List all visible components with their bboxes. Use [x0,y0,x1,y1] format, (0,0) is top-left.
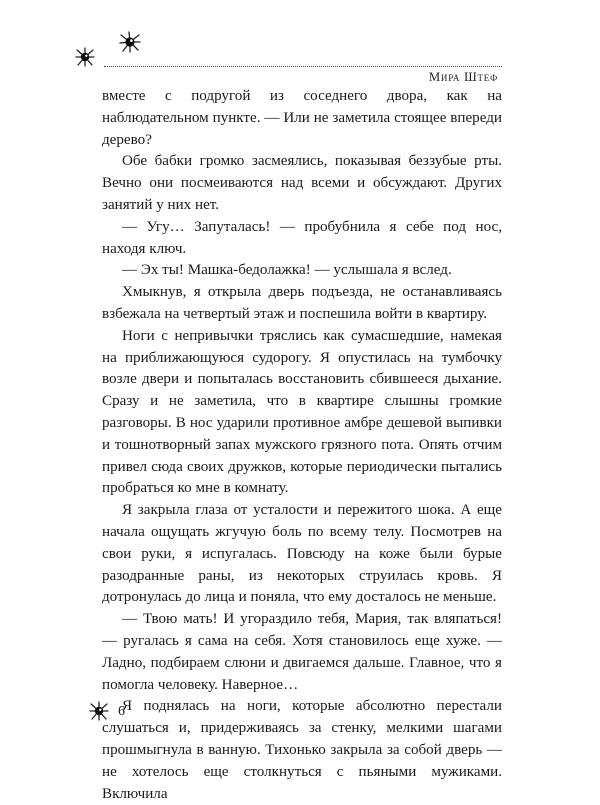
paragraph: Я поднялась на ноги, которые абсолютно перестали слушаться и, придерживаясь за стенку, мелкими шагами прошмыгнула в ванную. Тихонько закрыла за собой дверь — не хотелось еще столкнуться с пьяными мужиками. Включила [102,698,502,802]
paragraph: Ноги с непривычки тряслись как сумасшедшие, намекая на приближающуюся судорогу. Я опустилась на тумбочку возле двери и попыталась восстановить сбившееся дыхание. Сразу и не заметила, что в квартире слышны громкие разговоры. В нос ударили противное амбре дешевой выпивки и тошнотворный запах мужского грязного пота. Опять отчим привел сюда своих дружков, которые периодически пытались пробраться ко мне в комнату. [102,327,502,497]
paragraph: Я закрыла глаза от усталости и пережитого шока. А еще начала ощущать жгучую боль по всему телу. Посмотрев на свои руки, я испугалась. Повсюду на коже были бурые разодранные раны, из некоторых струилась кровь. Я дотронулась до лица и поняла, что ему досталось не меньше. [102,502,502,606]
page-header [74,30,502,84]
spider-ornament-icon [74,46,96,68]
running-title: Мира Штеф [428,70,498,84]
header-dotted-rule [104,66,502,67]
paragraph: Хмыкнув, я открыла дверь подъезда, не останавливаясь взбежала на четвертый этаж и поспешила войти в квартиру. [102,284,502,322]
paragraph: — Эх ты! Машка-бедолажка! — услышала я вслед. [122,262,452,279]
paragraph: — Твою мать! И угораздило тебя, Мария, так вляпаться! — ругалась я сама на себя. Хотя становилось еще хуже. — Ладно, подбираем слюни и двигаемся дальше. Главное, что я помогла человеку. Наверное… [102,611,502,693]
spider-ornament-icon [118,30,142,54]
spider-ornament-icon [88,700,110,722]
paragraph: вместе с подругой из соседнего двора, как на наблюдательном пункте. — Или не заметила стоящее впереди дерево? [102,88,502,148]
paragraph: — Угу… Запуталась! — пробубнила я себе под нос, находя ключ. [102,218,502,257]
body-text [102,86,502,805]
paragraph: Обе бабки громко засмеялись, показывая беззубые рты. Вечно они посмеиваются над всеми и обсуждают. Других занятий у них нет. [102,153,502,213]
page-number: 6 [118,704,125,719]
